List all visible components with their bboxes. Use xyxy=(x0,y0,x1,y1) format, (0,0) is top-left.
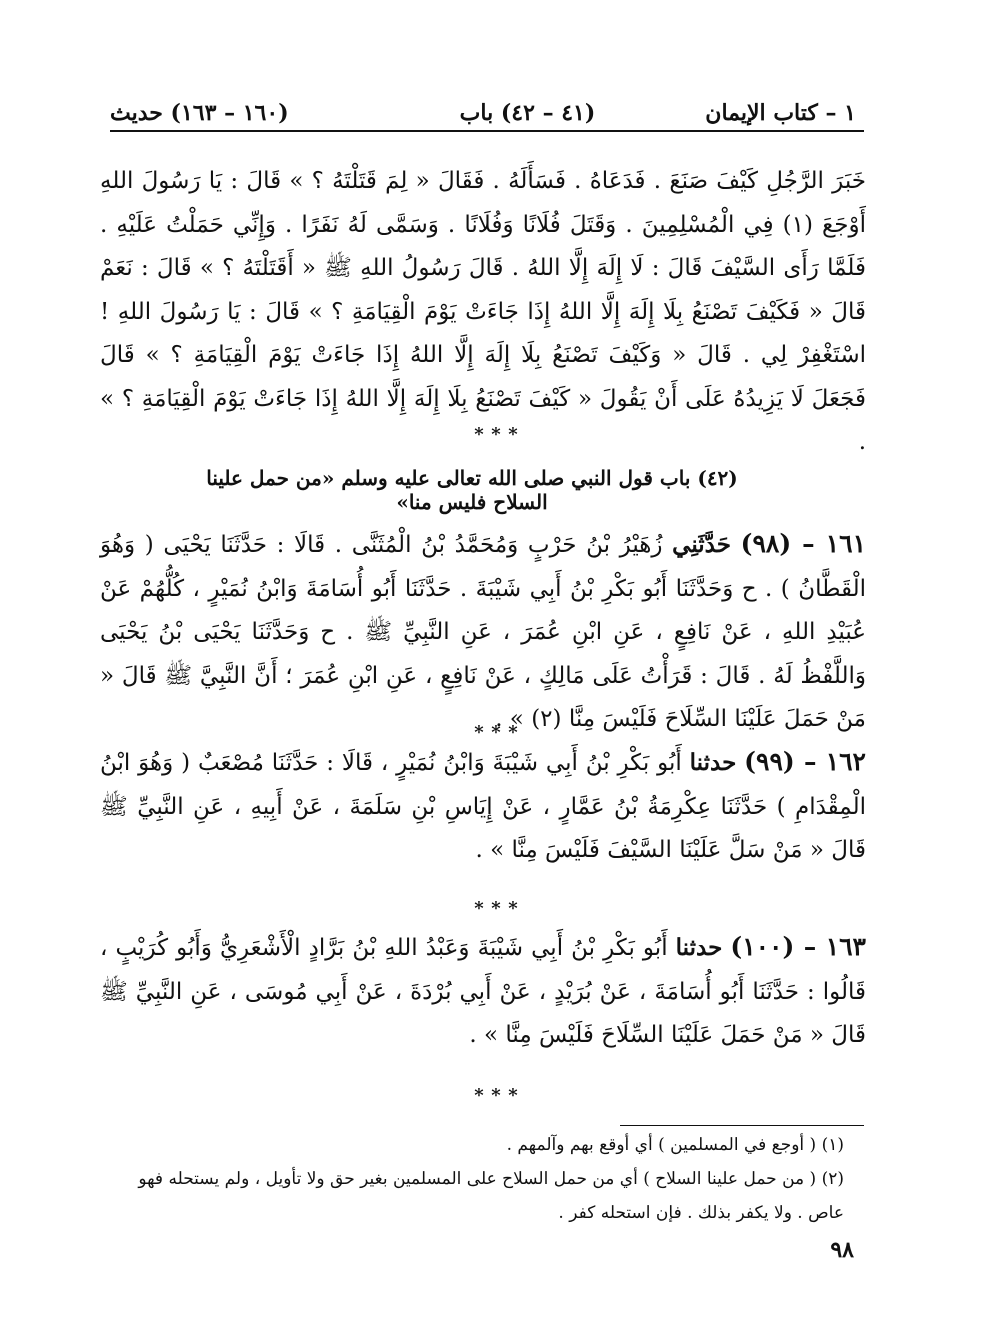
hadith-number: ١٦٣ – (١٠٠) xyxy=(730,932,866,961)
footnote-1: (١) ( أوجع في المسلمين ) أي أوقع بهم وآلمهم . xyxy=(506,1135,844,1155)
hadith-lead-word: حدثنا xyxy=(675,934,723,961)
hadith-161 xyxy=(100,522,866,742)
header-chapter-range: (٤١ – ٤٢) باب xyxy=(459,100,596,126)
page-number: ٩٨ xyxy=(830,1237,854,1263)
running-header xyxy=(110,96,856,130)
hadith-162 xyxy=(100,740,866,873)
hadith-lead-word: حَدَّثَنِي xyxy=(672,531,731,558)
header-rule xyxy=(110,130,864,132)
hadith-lead-word: حدثنا xyxy=(689,749,737,776)
separator-stars: * * * xyxy=(474,722,520,743)
hadith-163 xyxy=(100,925,866,1058)
header-hadith-range: (١٦٠ – ١٦٣) حديث xyxy=(110,100,289,126)
chapter-heading: (٤٢) باب قول النبي صلى الله تعالى عليه وسلم «من حمل علينا السلاح فليس منا» xyxy=(206,466,738,514)
hadith-text: زُهَيْرُ بْنُ حَرْبٍ وَمُحَمَّدُ بْنُ الْمُثَنَّى . قَالَا : حَدَّثَنَا يَحْيَى ( وَهُوَ الْقَطَّانُ ) . ح وَحَدَّثَنَا أَبُو بَكْرِ بْنُ أَبِي شَيْبَةَ . حَدَّثَنَا أَبُو أُسَامَةَ وَابْنُ نُمَيْرٍ ، كُلُّهُمْ عَنْ عُبَيْدِ اللهِ ، عَنْ نَافِعٍ ، عَنِ ابْنِ عُمَرَ ، عَنِ النَّبِيِّ ﷺ . ح وَحَدَّثَنَا يَحْيَى بْنُ يَحْيَى وَاللَّفْظُ لَهُ . قَالَ : قَرَأْتُ عَلَى مَالِكٍ ، عَنْ نَافِعٍ ، عَنِ ابْنِ عُمَرَ ؛ أَنَّ النَّبِيَّ ﷺ قَالَ « مَنْ حَمَلَ عَلَيْنَا السِّلَاحَ فَلَيْسَ مِنَّا (٢) » . xyxy=(100,532,866,732)
hadith-number: ١٦١ – (٩٨) xyxy=(740,529,867,558)
separator-stars: * * * xyxy=(474,424,520,445)
footnote-rule xyxy=(620,1125,864,1126)
hadith-text: أَبُو بَكْرِ بْنُ أَبِي شَيْبَةَ وَعَبْدُ اللهِ بْنُ بَرَّادٍ الْأَشْعَرِيُّ وَأَبُو كُرَيْبٍ ، قَالُوا : حَدَّثَنَا أَبُو أُسَامَةَ ، عَنْ بُرَيْدٍ ، عَنْ أَبِي بُرْدَةَ ، عَنْ أَبِي مُوسَى ، عَنِ النَّبِيِّ ﷺ قَالَ « مَنْ حَمَلَ عَلَيْنَا السِّلَاحَ فَلَيْسَ مِنَّا » . xyxy=(100,935,866,1048)
separator-stars: * * * xyxy=(474,1085,520,1106)
header-book-title: ١ – كتاب الإيمان xyxy=(705,100,856,126)
hadith-160-continuation: خَبَرَ الرَّجُلِ كَيْفَ صَنَعَ . فَدَعَاهُ . فَسَأَلَهُ . فَقَالَ « لِمَ قَتَلْتَهُ ؟ » قَالَ : يَا رَسُولَ اللهِ أَوْجَعَ (١) فِي الْمُسْلِمِينَ . وَقَتَلَ فُلَانًا وَفُلَانًا . وَسَمَّى لَهُ نَفَرًا . وَإِنِّي حَمَلْتُ عَلَيْهِ . فَلَمَّا رَأَى السَّيْفَ قَالَ : لَا إِلَهَ إِلَّا اللهُ . قَالَ رَسُولُ اللهِ ﷺ « أَقَتَلْتَهُ ؟ » قَالَ : نَعَمْ قَالَ « فَكَيْفَ تَصْنَعُ بِلَا إِلَهَ إِلَّا اللهُ إِذَا جَاءَتْ يَوْمَ الْقِيَامَةِ ؟ » قَالَ : يَا رَسُولَ اللهِ ! اسْتَغْفِرْ لِي . قَالَ « وَكَيْفَ تَصْنَعُ بِلَا إِلَهَ إِلَّا اللهُ إِذَا جَاءَتْ يَوْمَ الْقِيَامَةِ ؟ » قَالَ فَجَعَلَ لَا يَزِيدُهُ عَلَى أَنْ يَقُولَ « كَيْفَ تَصْنَعُ بِلَا إِلَهَ إِلَّا اللهُ إِذَا جَاءَتْ يَوْمَ الْقِيَامَةِ ؟ » . xyxy=(100,168,866,455)
footnote-2: (٢) ( من حمل علينا السلاح ) أي من حمل السلاح على المسلمين بغير حق ولا تأويل ، ولم يستحله فهو عاص . ولا يكفر بذلك . فإن استحله كفر . xyxy=(138,1169,844,1223)
hadith-number: ١٦٢ – (٩٩) xyxy=(744,747,866,776)
hadith-text: أَبُو بَكْرِ بْنُ أَبِي شَيْبَةَ وَابْنُ نُمَيْرٍ ، قَالَا : حَدَّثَنَا مُصْعَبٌ ( وَهُوَ ابْنُ الْمِقْدَامِ ) حَدَّثَنَا عِكْرِمَةُ بْنُ عَمَّارٍ ، عَنْ إِيَاسِ بْنِ سَلَمَةَ ، عَنْ أَبِيهِ ، عَنِ النَّبِيِّ ﷺ قَالَ « مَنْ سَلَّ عَلَيْنَا السَّيْفَ فَلَيْسَ مِنَّا » . xyxy=(100,750,866,863)
separator-stars: * * * xyxy=(474,898,520,919)
